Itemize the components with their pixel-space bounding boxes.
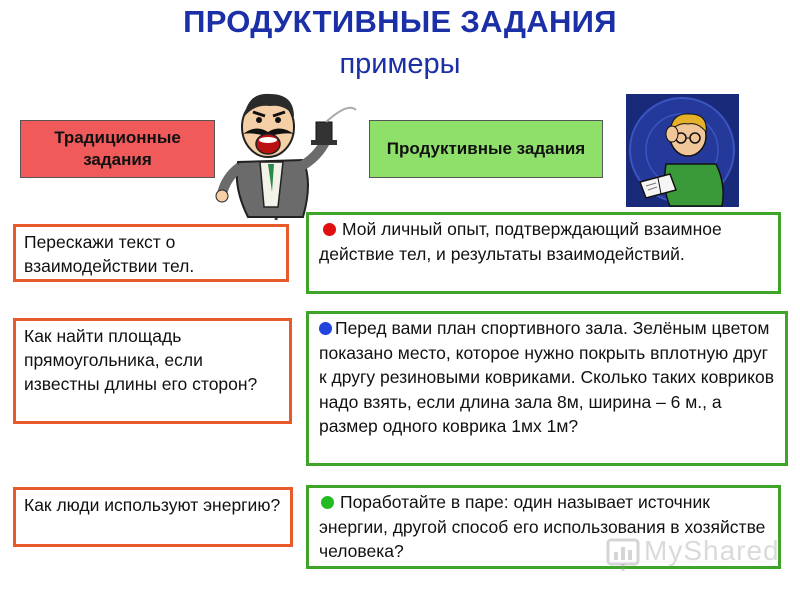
traditional-task-1-text: Перескажи текст о взаимодействии тел. — [24, 232, 195, 276]
traditional-task-3 — [13, 487, 293, 547]
productive-task-2 — [306, 311, 788, 466]
productive-header: Продуктивные задания — [369, 120, 603, 178]
blue-bullet-icon — [319, 322, 332, 335]
red-bullet-icon — [323, 223, 336, 236]
traditional-task-2-text: Как найти площадь прямоугольника, если известны длины его сторон? — [24, 326, 258, 394]
slide-subtitle: примеры — [339, 48, 461, 80]
traditional-task-1 — [13, 224, 289, 282]
productive-task-3-text: Поработайте в паре: один называет источник энергии, другой способ его использования в хозяйстве человека? — [319, 492, 766, 561]
productive-task-1 — [306, 212, 781, 294]
productive-task-2-text: Перед вами план спортивного зала. Зелёным цветом показано место, которое нужно покрыть вплотную друг к другу резиновыми ковриками. Сколько таких ковриков надо взять, если длина зала 8м, ширина – 6 м., а размер одного коврика 1мх 1м? — [319, 318, 775, 436]
green-bullet-icon — [321, 496, 334, 509]
student-reading-icon — [626, 94, 739, 207]
shouting-man-icon — [208, 82, 358, 222]
traditional-task-3-text: Как люди используют энергию? — [24, 495, 281, 515]
traditional-header: Традиционные задания — [20, 120, 215, 178]
watermark-text: MyShared — [644, 535, 780, 566]
watermark-chart-icon — [606, 538, 640, 577]
watermark — [644, 535, 780, 567]
productive-task-1-text: Мой личный опыт, подтверждающий взаимное действие тел, и результаты взаимодействий. — [319, 219, 722, 264]
slide-title: ПРОДУКТИВНЫЕ ЗАДАНИЯ — [183, 4, 617, 39]
traditional-task-2 — [13, 318, 292, 424]
